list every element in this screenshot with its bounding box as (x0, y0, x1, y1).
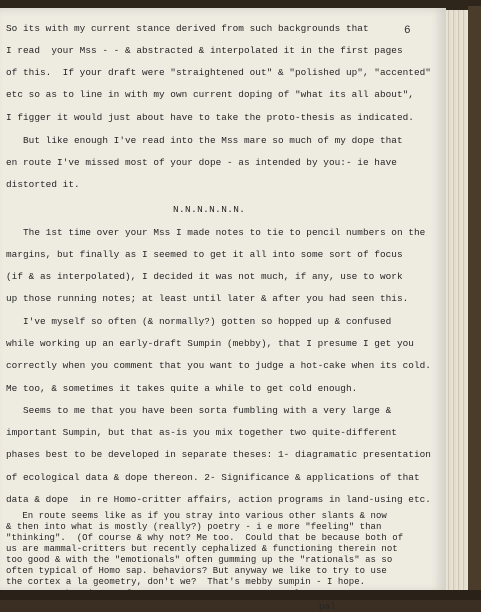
text-line: I figger it would just about have to take the proto-thesis as indicated. (6, 112, 414, 123)
text-line: en route I've missed most of your dope - as intended by you:- ie have (6, 157, 397, 168)
text-line: up those running notes; at least until later & after you had seen this. (6, 293, 409, 304)
text-line: Seems to me that you have been sorta fumbling with a very large & (6, 405, 392, 416)
text-line: important Sumpin, but that as-is you mix together two quite-different (6, 427, 397, 438)
text-line: Me too, & sometimes it takes quite a while to get cold enough. (6, 383, 358, 394)
text-line: En route seems like as if you stray into various other slants & now (6, 511, 387, 521)
text-line: of ecological data & dope thereon. 2- Significance & applications of that (6, 472, 420, 483)
text-line: The 1st time over your Mss I made notes to tie to pencil numbers on the (6, 227, 426, 238)
text-line: while working up an early-draft Sumpin (mebby), that I presume I get you (6, 338, 414, 349)
text-line: data & dope in re Homo-critter affairs, action programs in land-using etc. (6, 494, 431, 505)
desk-bottom (0, 590, 481, 600)
text-line: distorted it. (6, 179, 80, 190)
text-line: (if & as interpolated), I decided it was not much, if any, use to work (6, 271, 403, 282)
text-line: often typical of Homo sap. behaviors? But anyway we like to try to use (6, 566, 387, 576)
text-line: correctly when you comment that you want to judge a hot-cake when its cold. (6, 360, 431, 371)
text-line: "thinking". (Of course & why not? Me too. Could that be because both of (6, 533, 404, 543)
text-line: & then into what is mostly (really?) poetry - i e more "feeling" than (6, 522, 382, 532)
page-edges (446, 10, 468, 592)
signature: pal (319, 601, 336, 612)
text-line: us are mammal-critters but recently cephalized & functioning therein not (6, 544, 398, 554)
text-line: So its with my current stance derived from such backgrounds that (6, 23, 369, 34)
text-line: etc so as to line in with my own current doping of "what its all about", (6, 89, 414, 100)
text-line: I read your Mss - - & abstracted & interpolated it in the first pages (6, 45, 403, 56)
binder-cover (468, 6, 481, 600)
typed-page (0, 8, 446, 612)
text-line: margins, but finally as I seemed to get it all into some sort of focus (6, 249, 403, 260)
text-line: phases best to be developed in separate theses: 1- diagramatic presentation (6, 449, 431, 460)
page-number: 6 (404, 25, 411, 37)
section-divider: N.N.N.N.N.N. (173, 204, 246, 215)
text-line: of this. If your draft were "straightened out" & "polished up", "accented" (6, 67, 431, 78)
text-line: the cortex a la geometry, don't we? That's mebby sumpin - I hope. (6, 577, 366, 587)
text-line: But like enough I've read into the Mss mare so much of my dope that (6, 135, 403, 146)
text-line: I've myself so often (& normally?) gotten so hopped up & confused (6, 316, 392, 327)
text-line: too good & with the "emotionals" often gumming up the "rationals" as so (6, 555, 393, 565)
